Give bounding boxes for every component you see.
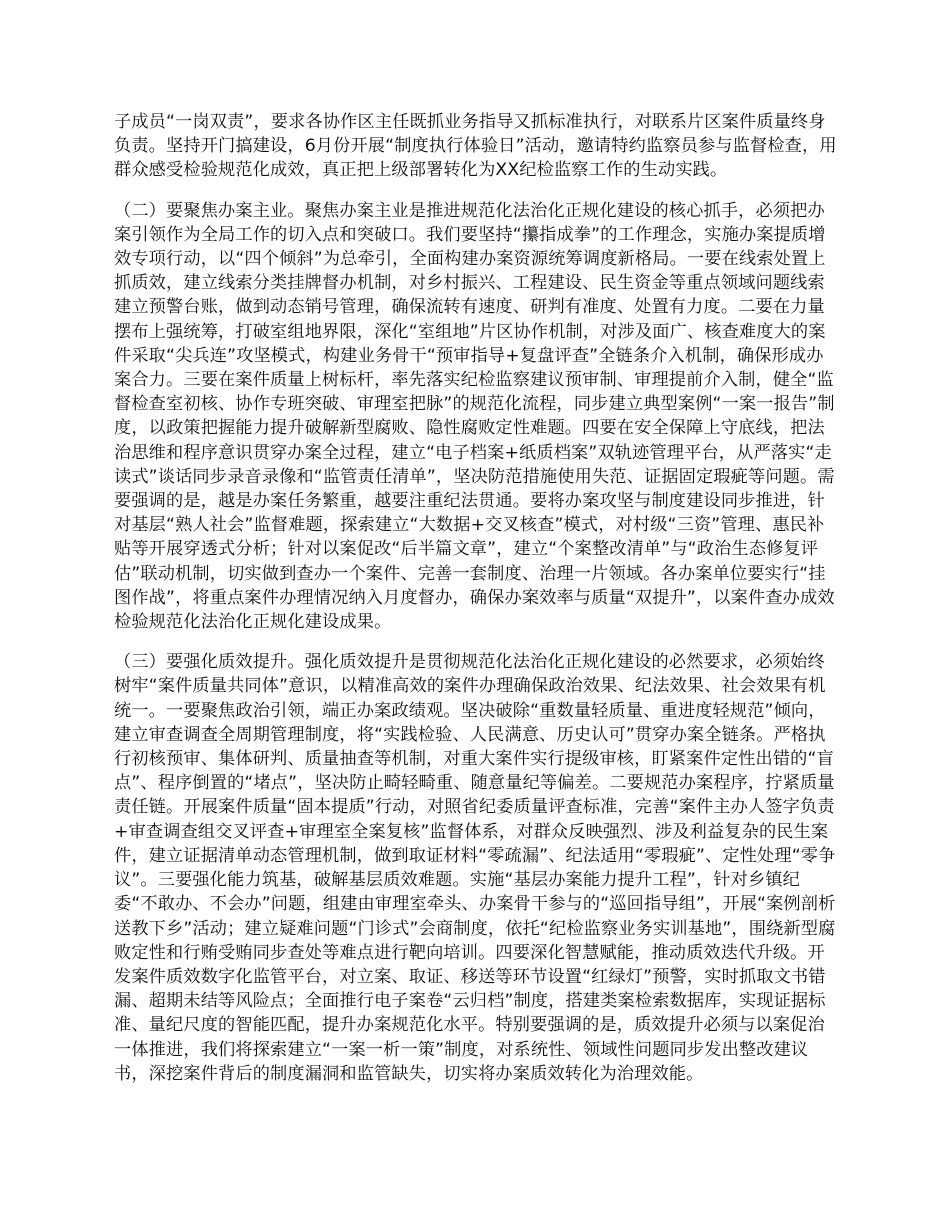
document-page [114, 110, 838, 1102]
paragraph-section-three: （三）要强化质效提升。强化质效提升是贯彻规范化法治化正规化建设的必然要求，必须始终树牢“案件质量共同体”意识，以精准高效的案件办理确保政治效果、纪法效果、社会效果有机统一。一要聚焦政治引领，端正办案政绩观。坚决破除“重数量轻质量、重进度轻规范”倾向，建立审查调查全周期管理制度，将“实践检验、人民满意、历史认可”贯穿办案全链条。严格执行初核预审、集体研判、质量抽查等机制，对重大案件实行提级审核，盯紧案件定性出错的“盲点”、程序倒置的“堵点”，坚决防止畸轻畸重、随意量纪等偏差。二要规范办案程序，拧紧质量责任链。开展案件质量“固本提质”行动，对照省纪委质量评查标准，完善“案件主办人签字负责+审查调查组交叉评查+审理室全案复核”监督体系，对群众反映强烈、涉及利益复杂的民生案件，建立证据清单动态管理机制，做到取证材料“零疏漏”、纪法适用“零瑕疵”、定性处理“零争议”。三要强化能力筑基，破解基层质效难题。实施“基层办案能力提升工程”，针对乡镇纪委“不敢办、不会办”问题，组建由审理室牵头、办案骨干参与的“巡回指导组”，开展“案例剖析送教下乡”活动；建立疑难问题“门诊式”会商制度，依托“纪检监察业务实训基地”，围绕新型腐败定性和行贿受贿同步查处等难点进行靶向培训。四要深化智慧赋能，推动质效迭代升级。开发案件质效数字化监管平台，对立案、取证、移送等环节设置“红绿灯”预警，实时抓取文书错漏、超期未结等风险点；全面推行电子案卷“云归档”制度，搭建类案检索数据库，实现证据标准、量纪尺度的智能匹配，提升办案规范化水平。特别要强调的是，质效提升必须与以案促治一体推进，我们将探索建立“一案一析一策”制度，对系统性、领域性问题同步发出整改建议书，深挖案件背后的制度漏洞和监管缺失，切实将办案质效转化为治理效能。 [114, 652, 836, 1084]
paragraph-intro-continued: 子成员“一岗双责”，要求各协作区主任既抓业务指导又抓标准执行，对联系片区案件质量终身负责。坚持开门搞建设，6月份开展“制度执行体验日”活动，邀请特约监察员参与监督检查，用群众感受检验规范化成效，真正把上级部署转化为XX纪检监察工作的生动实践。 [114, 112, 837, 181]
paragraph-section-two: （二）要聚焦办案主业。聚焦办案主业是推进规范化法治化正规化建设的核心抓手，必须把办案引领作为全局工作的切入点和突破口。我们要坚持“攥指成拳”的工作理念，实施办案提质增效专项行动，以“四个倾斜”为总牵引，全面构建办案资源统筹调度新格局。一要在线索处置上抓质效，建立线索分类挂牌督办机制，对乡村振兴、工程建设、民生资金等重点领域问题线索建立预警台账，做到动态销号管理，确保流转有速度、研判有准度、处置有力度。二要在力量摆布上强统筹，打破室组地界限，深化“室组地”片区协作机制，对涉及面广、核查难度大的案件采取“尖兵连”攻坚模式，构建业务骨干“预审指导+复盘评查”全链条介入机制，确保形成办案合力。三要在案件质量上树标杆，率先落实纪检监察建议预审制、审理提前介入制，健全“监督检查室初核、协作专班突破、审理室把脉”的规范化流程，同步建立典型案例“一案一报告”制度，以政策把握能力提升破解新型腐败、隐性腐败定性难题。四要在安全保障上守底线，把法治思维和程序意识贯穿办案全过程，建立“电子档案+纸质档案”双轨迹管理平台，从严落实“走读式”谈话同步录音录像和“监管责任清单”，坚决防范措施使用失范、证据固定瑕疵等问题。需要强调的是，越是办案任务繁重，越要注重纪法贯通。要将办案攻坚与制度建设同步推进，针对基层“熟人社会”监督难题，探索建立“大数据+交叉核查”模式，对村级“三资”管理、惠民补贴等开展穿透式分析；针对以案促改“后半篇文章”，建立“个案整改清单”与“政治生态修复评估”联动机制，切实做到查办一个案件、完善一套制度、治理一片领域。各办案单位要实行“挂图作战”，将重点案件办理情况纳入月度督办，确保办案效率与质量“双提升”，以案件查办成效检验规范化法治化正规化建设成果。 [114, 200, 835, 633]
